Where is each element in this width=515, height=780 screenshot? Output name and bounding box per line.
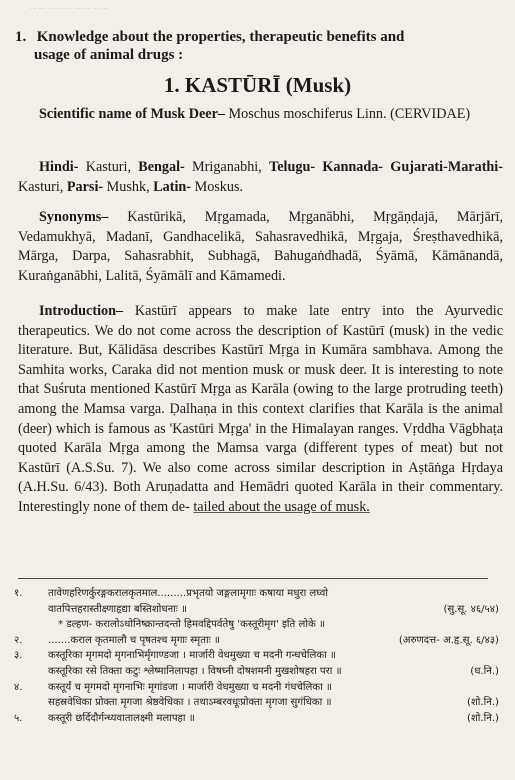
hindi-text: Kasturi, bbox=[78, 159, 139, 175]
introduction-paragraph bbox=[18, 302, 503, 518]
synonyms-paragraph bbox=[18, 208, 503, 286]
reference-line bbox=[14, 711, 503, 727]
page-title: 1. KASTŪRĪ (Musk) bbox=[163, 73, 352, 97]
reference-source: (शो.नि.) bbox=[467, 712, 499, 724]
reference-line bbox=[14, 680, 503, 696]
reference-line bbox=[14, 695, 503, 711]
reference-verse: कस्तूरिका मृगमदो मृगनाभिर्मृगाण्डजा । मार्जारी वेधमुख्या च मदनी गन्धचेलिका ॥ bbox=[48, 650, 336, 662]
reference-source: (सु.सू. ४६/५४) bbox=[443, 603, 499, 615]
hindi-label: Hindi- bbox=[39, 159, 79, 175]
scientific-name-label: Scientific name of Musk Deer– bbox=[39, 106, 225, 122]
scientific-name-text: Moschus moschiferus Linn. (CERVIDAE) bbox=[224, 106, 471, 122]
section-number: 1. bbox=[15, 29, 27, 45]
telugu-kannada-gujarati-marathi-text: Kasturi, bbox=[18, 178, 67, 195]
synonyms-text: Kastūrikā, Mṛgamada, Mṛganābhi, Mṛgāṇḍajā, Mārjārī, Vedamukhyā, Madanī, Gandhacelikā, Sahasravedhikā, Mṛgaja, Śreṣthavedhikā, Mārga, Darpa, Sahasrabhit, Subhagā, Bahugaṅdhadā, Śyāmā, Kāmānandā, Kuraṅganābhi, Lalitā, Śyāmālī bbox=[18, 209, 503, 284]
introduction-label: Introduction– bbox=[39, 303, 124, 319]
bleed-through-text: ... ... ... ... ... ... ... ... ... bbox=[30, 2, 108, 11]
footnote-divider bbox=[18, 578, 488, 579]
section-heading-line2: usage of animal drugs : bbox=[34, 47, 184, 63]
reference-number: ३. bbox=[14, 650, 23, 662]
telugu-kannada-gujarati-marathi-label: Telugu- Kannada- Gujarati-Marathi- bbox=[269, 159, 503, 175]
reference-line bbox=[14, 617, 503, 633]
reference-verse: कस्तूरिका रसे तिक्ता कटुः श्लेष्मानिलापहा । विषघ्नी दोषशमनी मुखशोषहरा परा ॥ bbox=[48, 665, 342, 677]
section-heading bbox=[15, 28, 497, 64]
reference-line bbox=[14, 633, 503, 649]
introduction-last-line: tailed about the usage of musk. bbox=[193, 498, 370, 515]
reference-line bbox=[14, 648, 503, 664]
bengal-label: Bengal- bbox=[138, 159, 185, 175]
reference-source: (शो.नि.) bbox=[467, 697, 499, 709]
latin-label: Latin- bbox=[153, 178, 192, 195]
parsi-label: Parsi- bbox=[66, 178, 104, 195]
bengal-text: Mriganabhi, bbox=[184, 159, 270, 175]
reference-verse: सहस्रवेधिका प्रोक्ता मृगजा श्रेष्ठवेधिका । तथाऽम्बरवधूःप्रोक्ता मृगजा सुगंधिका ॥ bbox=[48, 697, 332, 709]
reference-verse: * डल्हण- करालोऽधोनिष्क्रान्तदन्तो हिमवद्दिपर्वतेषु 'कस्तूरीमृग' इति लोके ॥ bbox=[58, 619, 325, 631]
reference-number: ५. bbox=[14, 712, 23, 724]
reference-number: ४. bbox=[14, 681, 23, 693]
reference-source: (ध.नि.) bbox=[470, 665, 499, 677]
sanskrit-references bbox=[14, 586, 503, 726]
synonyms-label: Synonyms– bbox=[39, 209, 109, 225]
reference-number: १. bbox=[14, 588, 23, 599]
reference-line bbox=[14, 602, 503, 618]
reference-verse: कस्तूरी छर्दिदौर्गन्ध्यवातालक्ष्मी मलापहा ॥ bbox=[48, 712, 195, 724]
synonyms-last: Kāmamedi. bbox=[219, 267, 286, 284]
reference-verse: कस्तूर्यं च मृगमदो मृगनाभिः मृगांडजा । मार्जारी वेधमुख्या च मदनी गंधचेलिका ॥ bbox=[48, 681, 332, 693]
scientific-name-paragraph bbox=[18, 105, 503, 125]
vernacular-names-paragraph bbox=[18, 158, 503, 197]
section-heading-line1: Knowledge about the properties, therapeutic benefits and bbox=[36, 29, 405, 45]
reference-source: (अरुणदत्त- अ.हृ.सू. ६/४३) bbox=[398, 634, 499, 646]
synonyms-and: and bbox=[192, 267, 220, 284]
parsi-text: Mushk, bbox=[103, 178, 154, 195]
latin-text: Moskus. bbox=[191, 178, 244, 195]
reference-verse: तावेणहरिणर्कुरङ्गकरालकृतमाल.........प्रभृतयो जङ्गलामृगाः कषाया मधुरा लघ्वो bbox=[48, 588, 329, 599]
introduction-text: Kastūrī appears to make late entry into the Ayurvedic therapeutics. We do not come across the description of Kastūrī (musk) in the vedic literature. But, Kālidāsa describes Kastūrī Mṛga in Kumāra sambhava. Among the Samhita works, Caraka did not mention musk or musk deer. It is interesting to note that Suśruta mentioned Kastūrī Mṛga as Karāla (owing to the large protruding teeth) among the Mamsa varga. Ḍalhaṇa in this context clarifies that Karāla is the animal (deer) which is famous as 'Kastūri Mṛga' in the Himalayan ranges. Vṛddha Vāgbhaṭa quoted Karāla Mṛga among the Mamsa varga (different types of meat) but not Kastūrī (A.S.Su. 7). We also come across similar description in Aṣtāṅga Hṛdaya (A.H.Su. 6/43). Both Aruṇadatta and Hemādri quoted Karāla in their commentary. Interestingly none of them de- bbox=[18, 303, 503, 515]
reference-number: २. bbox=[14, 634, 23, 646]
reference-line bbox=[14, 664, 503, 680]
reference-line bbox=[14, 586, 503, 602]
reference-verse: .......कराल कृतमालौ च पृषतश्च मृगाः स्मृताः ॥ bbox=[48, 634, 220, 646]
reference-verse: वातपित्तहरास्तीक्ष्णाहृद्या बस्तिशोधनाः ॥ bbox=[48, 603, 188, 615]
